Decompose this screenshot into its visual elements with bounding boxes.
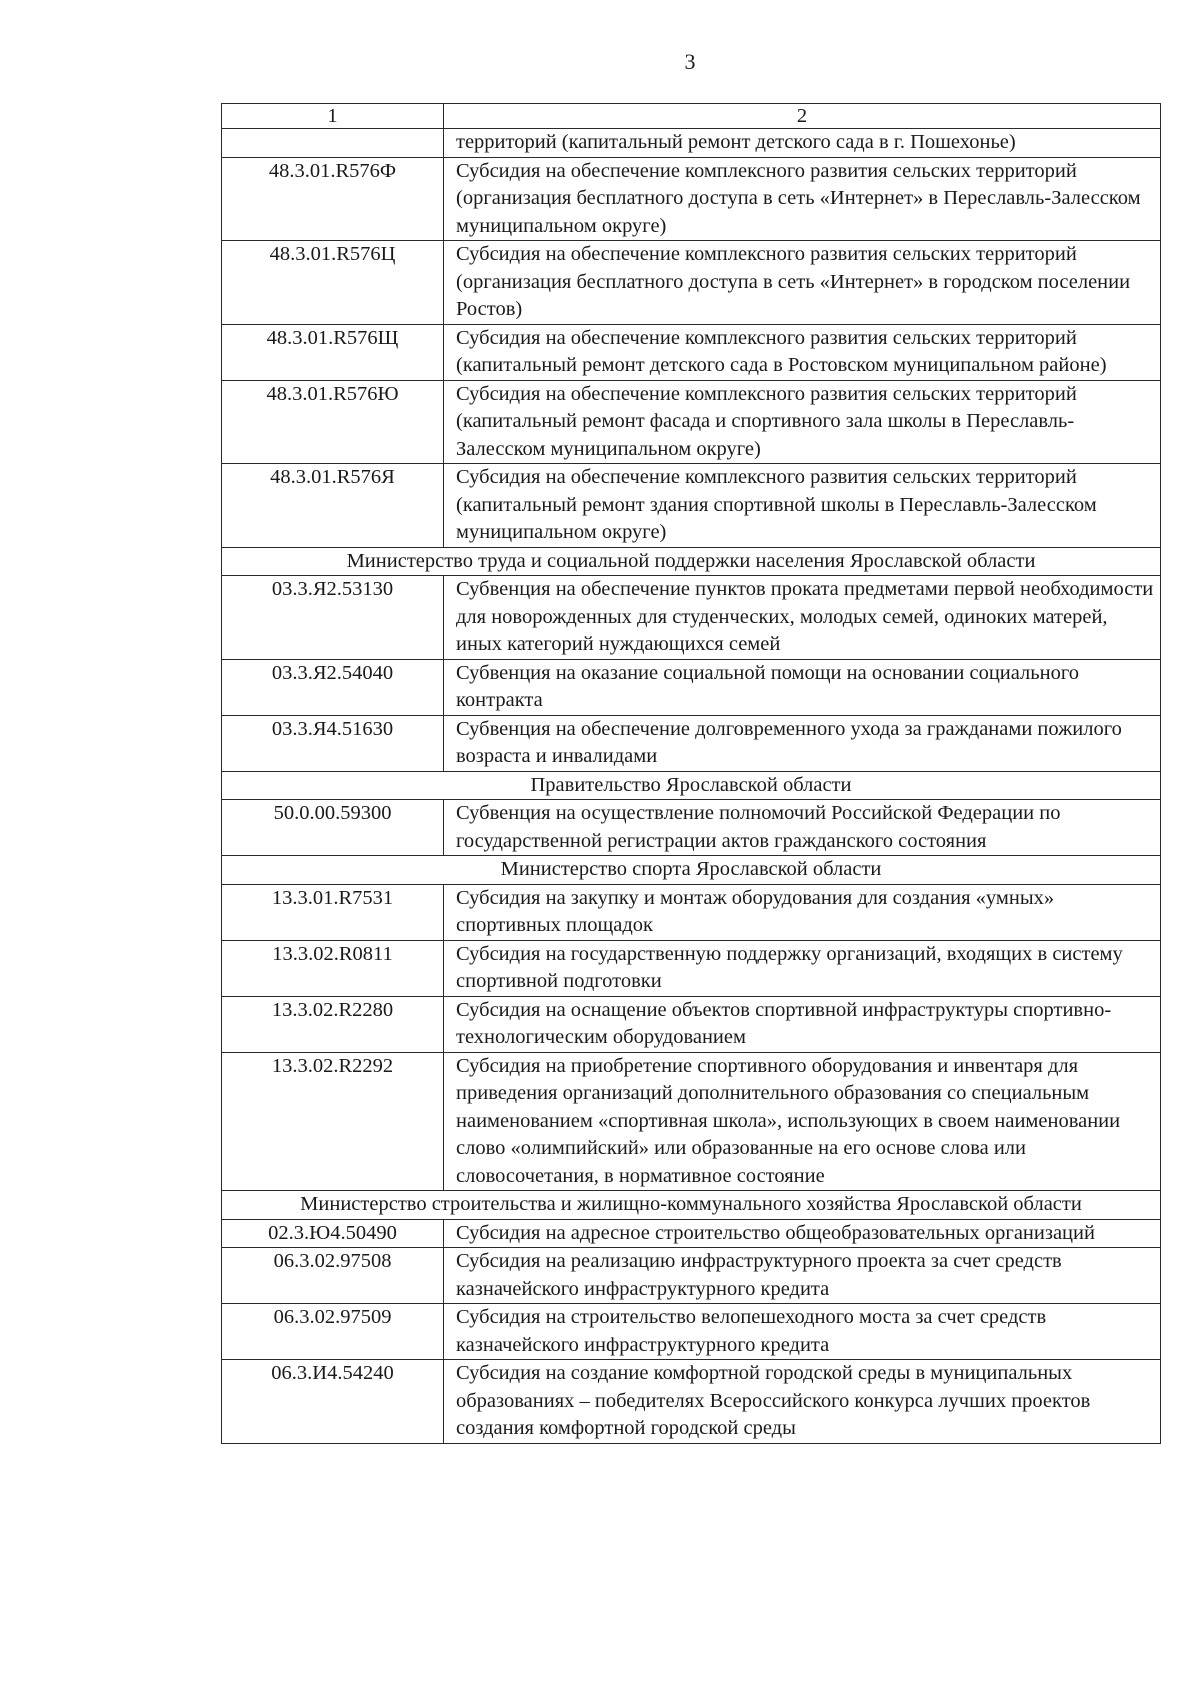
description-cell: Субвенция на осуществление полномочий Российской Федерации по государственной регистрации актов гражданского состояния xyxy=(444,800,1161,856)
section-title: Министерство труда и социальной поддержки населения Ярославской области xyxy=(222,547,1161,576)
table-row xyxy=(222,715,1161,771)
table-row xyxy=(222,380,1161,464)
table-row xyxy=(222,1360,1161,1444)
description-cell: Субсидия на обеспечение комплексного развития сельских территорий (капитальный ремонт детского сада в Ростовском муниципальном районе) xyxy=(444,324,1161,380)
section-title: Министерство строительства и жилищно-коммунального хозяйства Ярославской области xyxy=(222,1191,1161,1220)
budget-code-cell: 06.3.И4.54240 xyxy=(222,1360,444,1444)
budget-code-cell xyxy=(222,129,444,158)
budget-code-cell: 03.3.Я4.51630 xyxy=(222,715,444,771)
budget-code-cell: 13.3.02.R0811 xyxy=(222,940,444,996)
description-cell: Субсидия на оснащение объектов спортивной инфраструктуры спортивно-технологическим оборудованием xyxy=(444,996,1161,1052)
budget-code-cell: 50.0.00.59300 xyxy=(222,800,444,856)
table-row xyxy=(222,157,1161,241)
budget-code-cell: 48.3.01.R576Щ xyxy=(222,324,444,380)
budget-code-cell: 48.3.01.R576Ф xyxy=(222,157,444,241)
description-cell: Субвенция на обеспечение пунктов проката предметами первой необходимости для новорожденных для студенческих, молодых семей, одиноких матерей, иных категорий нуждающихся семей xyxy=(444,576,1161,660)
table-body xyxy=(222,104,1161,1444)
description-cell: Субсидия на строительство велопешеходного моста за счет средств казначейского инфраструктурного кредита xyxy=(444,1304,1161,1360)
subsidy-table xyxy=(221,103,1161,1444)
description-cell: Субсидия на создание комфортной городской среды в муниципальных образованиях – победителях Всероссийского конкурса лучших проектов создания комфортной городской среды xyxy=(444,1360,1161,1444)
description-cell: Субсидия на реализацию инфраструктурного проекта за счет средств казначейского инфраструктурного кредита xyxy=(444,1248,1161,1304)
table-row xyxy=(222,129,1161,158)
description-cell: Субсидия на приобретение спортивного оборудования и инвентаря для приведения организаций дополнительного образования со специальным наименованием «спортивная школа», использующих в своем наименовании слово «олимпийский» или образованные на его основе слова или словосочетания, в нормативное состояние xyxy=(444,1052,1161,1191)
table-row xyxy=(222,1219,1161,1248)
table-row xyxy=(222,659,1161,715)
section-header-row xyxy=(222,771,1161,800)
section-title: Правительство Ярославской области xyxy=(222,771,1161,800)
table-row xyxy=(222,800,1161,856)
column-header-1: 1 xyxy=(222,104,444,129)
section-header-row xyxy=(222,1191,1161,1220)
table-row xyxy=(222,241,1161,325)
budget-code-cell: 48.3.01.R576Ю xyxy=(222,380,444,464)
section-header-row xyxy=(222,856,1161,885)
description-cell: Субсидия на обеспечение комплексного развития сельских территорий (капитальный ремонт здания спортивной школы в Переславль-Залесском муниципальном округе) xyxy=(444,464,1161,548)
budget-code-cell: 13.3.02.R2280 xyxy=(222,996,444,1052)
column-header-2: 2 xyxy=(444,104,1161,129)
description-cell: Субсидия на государственную поддержку организаций, входящих в систему спортивной подготовки xyxy=(444,940,1161,996)
budget-code-cell: 03.3.Я2.53130 xyxy=(222,576,444,660)
budget-code-cell: 06.3.02.97509 xyxy=(222,1304,444,1360)
table-header-row xyxy=(222,104,1161,129)
budget-code-cell: 13.3.01.R7531 xyxy=(222,884,444,940)
description-cell: Субсидия на обеспечение комплексного развития сельских территорий (организация бесплатного доступа в сеть «Интернет» в Переславль-Залесском муниципальном округе) xyxy=(444,157,1161,241)
table-row xyxy=(222,464,1161,548)
description-cell: Субсидия на обеспечение комплексного развития сельских территорий (капитальный ремонт фасада и спортивного зала школы в Переславль-Залесском муниципальном округе) xyxy=(444,380,1161,464)
table-row xyxy=(222,324,1161,380)
budget-code-cell: 02.3.Ю4.50490 xyxy=(222,1219,444,1248)
description-cell: Субсидия на закупку и монтаж оборудования для создания «умных» спортивных площадок xyxy=(444,884,1161,940)
description-cell: Субвенция на обеспечение долговременного ухода за гражданами пожилого возраста и инвалидами xyxy=(444,715,1161,771)
table-row xyxy=(222,940,1161,996)
budget-code-cell: 48.3.01.R576Я xyxy=(222,464,444,548)
budget-code-cell: 03.3.Я2.54040 xyxy=(222,659,444,715)
description-cell: территорий (капитальный ремонт детского сада в г. Пошехонье) xyxy=(444,129,1161,158)
description-cell: Субсидия на адресное строительство общеобразовательных организаций xyxy=(444,1219,1161,1248)
description-cell: Субсидия на обеспечение комплексного развития сельских территорий (организация бесплатного доступа в сеть «Интернет» в городском поселении Ростов) xyxy=(444,241,1161,325)
budget-code-cell: 48.3.01.R576Ц xyxy=(222,241,444,325)
table-row xyxy=(222,1248,1161,1304)
table-row xyxy=(222,1052,1161,1191)
section-title: Министерство спорта Ярославской области xyxy=(222,856,1161,885)
description-cell: Субвенция на оказание социальной помощи на основании социального контракта xyxy=(444,659,1161,715)
section-header-row xyxy=(222,547,1161,576)
table-row xyxy=(222,1304,1161,1360)
page-number: 3 xyxy=(684,49,696,74)
budget-code-cell: 06.3.02.97508 xyxy=(222,1248,444,1304)
budget-code-cell: 13.3.02.R2292 xyxy=(222,1052,444,1191)
table-row xyxy=(222,576,1161,660)
table-row xyxy=(222,996,1161,1052)
table-row xyxy=(222,884,1161,940)
